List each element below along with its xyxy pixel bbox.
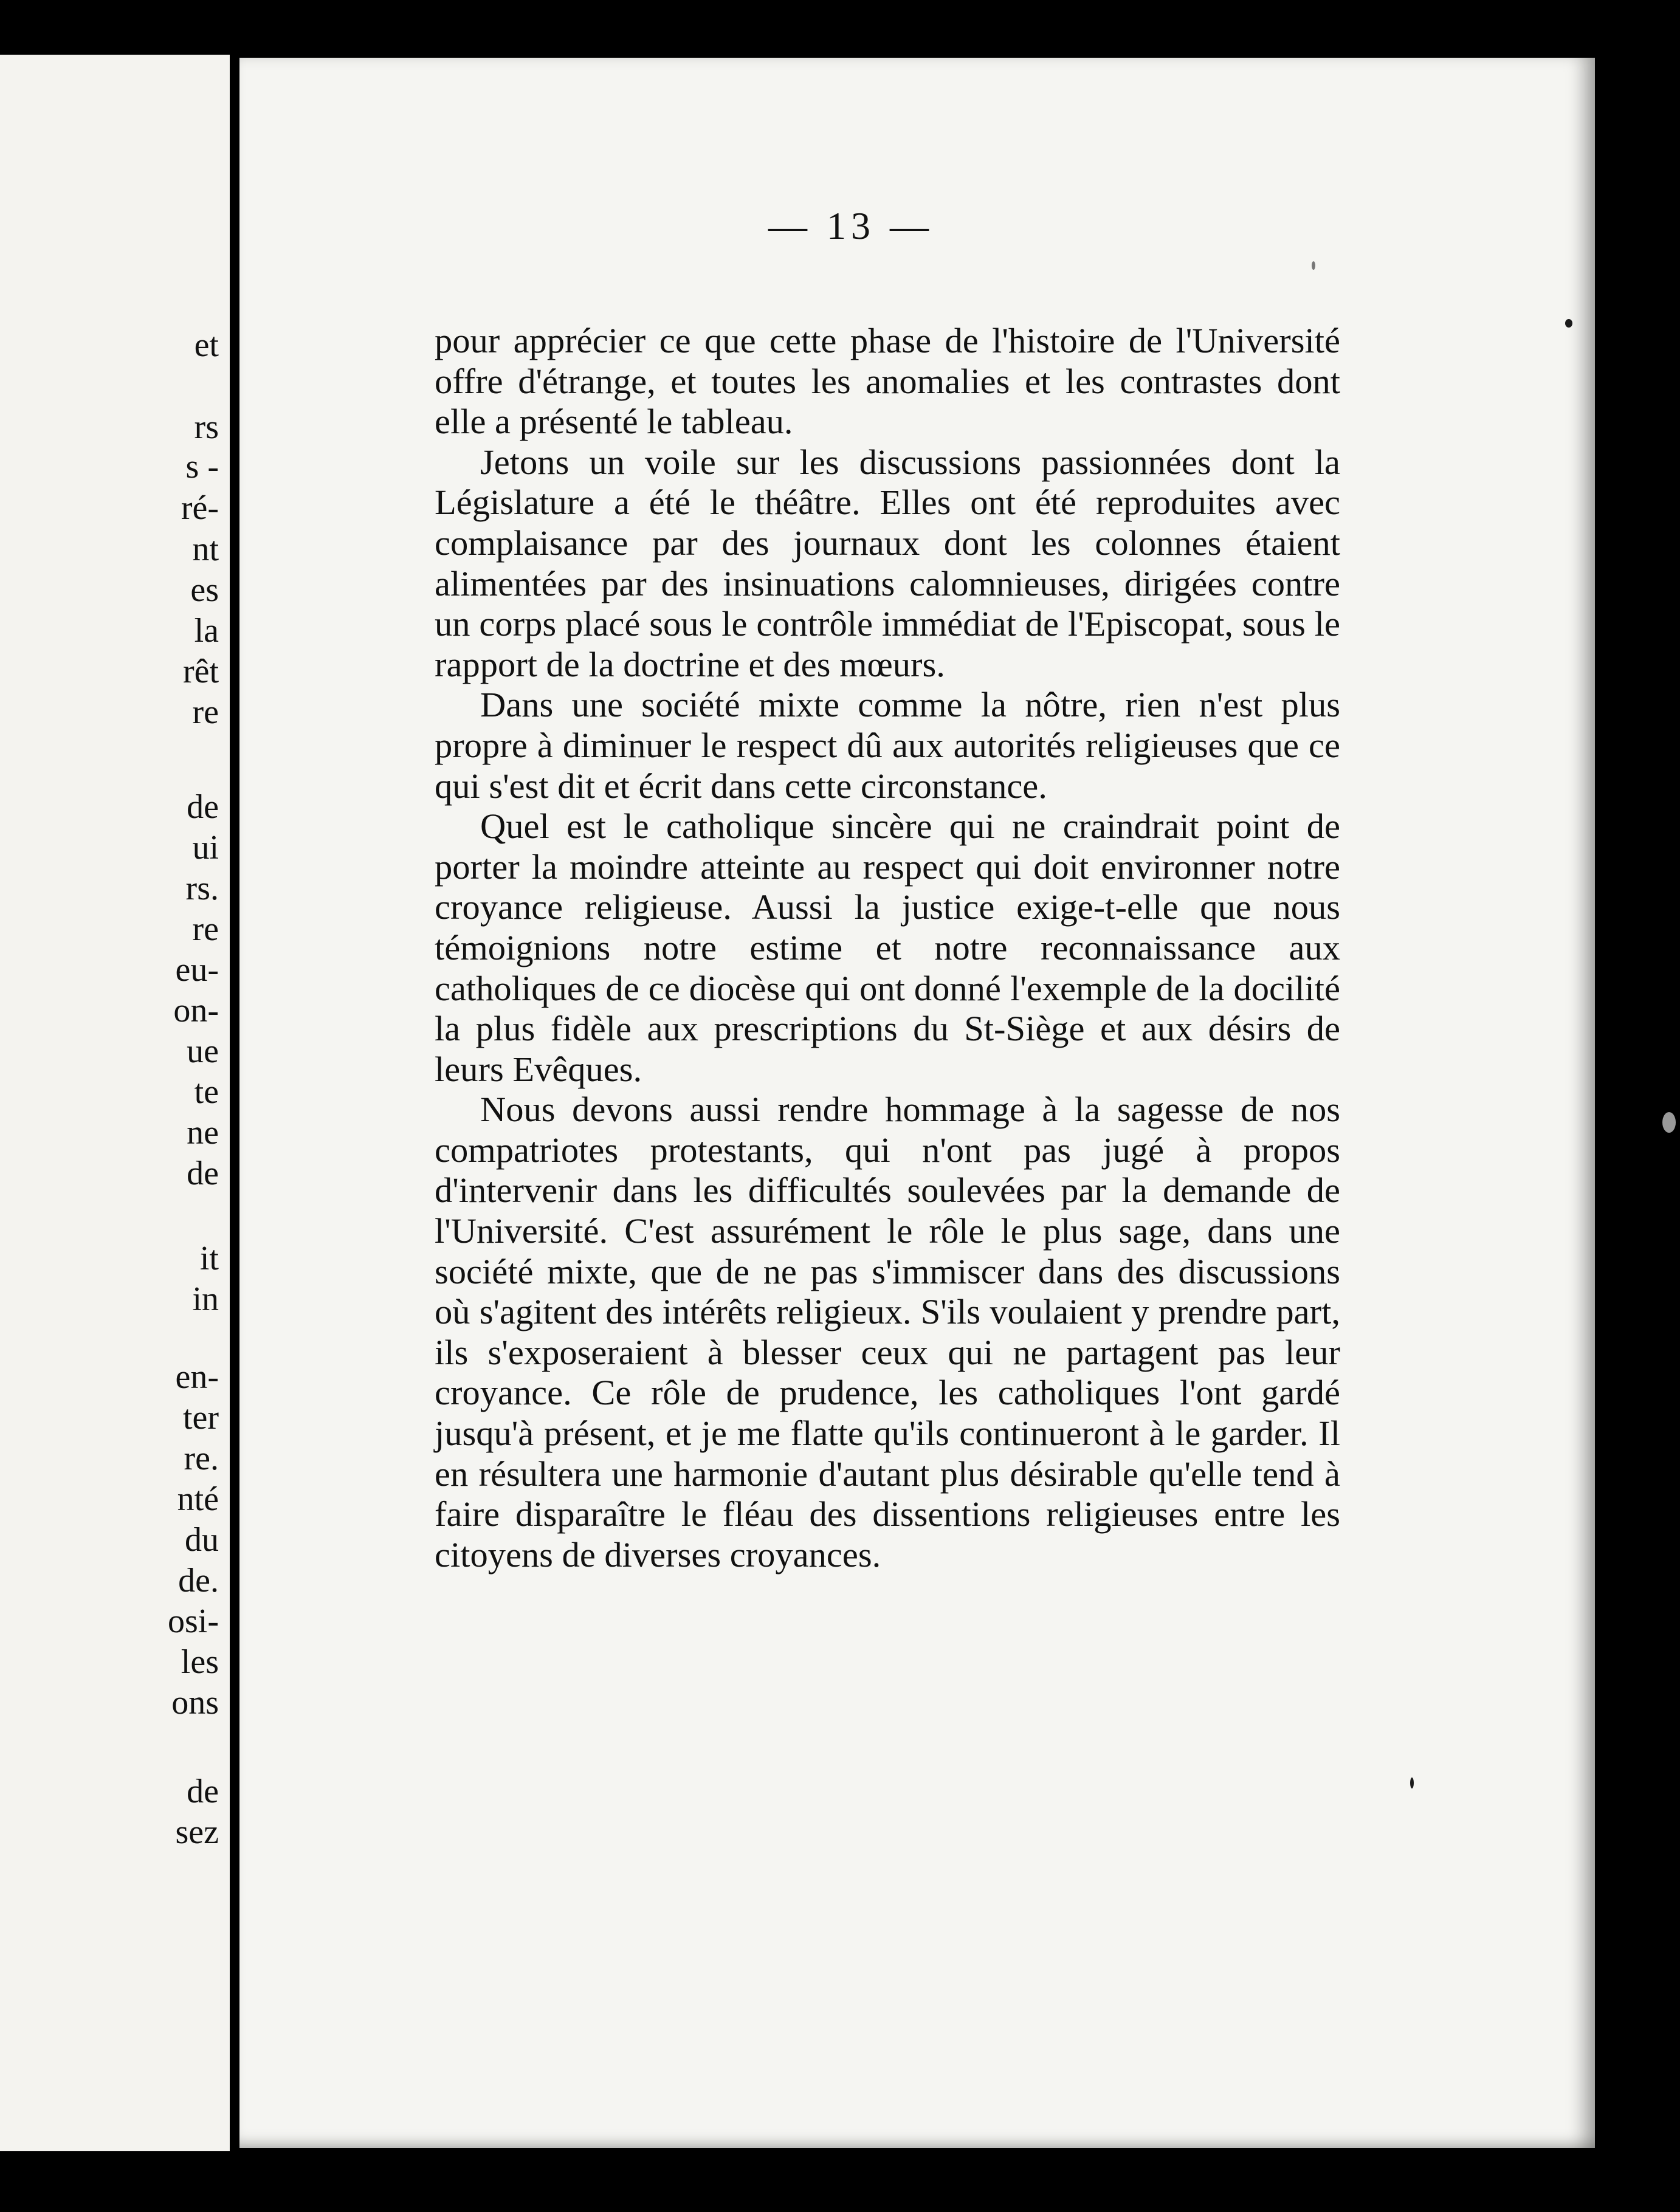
left-fragment: de.: [178, 1562, 219, 1599]
left-fragment: ne: [187, 1114, 219, 1152]
left-fragment: de: [187, 788, 219, 826]
book-gutter: [230, 0, 239, 2212]
left-fragment: ui: [192, 829, 219, 867]
left-fragment: re.: [184, 1440, 219, 1477]
left-fragment: es: [190, 571, 219, 609]
left-fragment: et: [194, 326, 219, 364]
paragraph: Nous devons aussi rendre hommage à la sagesse de nos compatriotes protestants, qui n'ont pas jugé à propos d'intervenir dans les difficultés soulevées par la demande de l'Université. C'est assurément le rôle le plus sage, dans une société mixte, que de ne pas s'immiscer dans des discussions où s'agitent des intérêts religieux. S'ils voulaient y prendre part, ils s'exposeraient à blesser ceux qui ne partagent pas leur croyance. Ce rôle de prudence, les catholiques l'ont gardé jusqu'à présent, et je me flatte qu'ils continueront à le garder. Il en résultera une harmonie d'autant plus désirable qu'elle tend à faire disparaître le fléau des dissentions religieuses entre les citoyens de diverses croyances.: [435, 1090, 1340, 1575]
ink-speck: [1312, 261, 1315, 270]
left-page-text-fragments: [128, 55, 219, 2151]
ink-speck: [1565, 319, 1572, 328]
left-fragment: osi-: [168, 1602, 219, 1640]
paragraph: Quel est le catholique sincère qui ne craindrait point de porter la moindre atteinte au respect qui doit environner notre croyance religieuse. Aussi la justice exige-t-elle que nous témoignions notre estime et notre reconnaissance aux catholiques de ce diocèse qui ont donné l'exemple de la docilité la plus fidèle aux prescriptions du St-Siège et aux désirs de leurs Evêques.: [435, 806, 1340, 1089]
left-fragment: it: [199, 1240, 219, 1277]
left-fragment: de: [187, 1155, 219, 1192]
paragraph-continuation: pour apprécier ce que cette phase de l'histoire de l'Université offre d'étrange, et toutes les anomalies et les contrastes dont elle a présenté le tableau.: [435, 321, 1340, 442]
left-fragment: sez: [175, 1813, 219, 1851]
left-fragment: in: [192, 1280, 219, 1318]
left-fragment: eu-: [175, 951, 219, 989]
left-fragment: nté: [177, 1480, 219, 1518]
left-fragment: ré-: [181, 489, 219, 527]
left-page-fragment: [0, 55, 230, 2151]
left-fragment: la: [194, 612, 219, 650]
left-fragment: de: [187, 1773, 219, 1810]
left-fragment: rs.: [185, 870, 219, 907]
ink-speck: [1410, 1777, 1414, 1788]
paragraph: Dans une société mixte comme la nôtre, rien n'est plus propre à diminuer le respect dû aux autorités religieuses que ce qui s'est dit et écrit dans cette circonstance.: [435, 685, 1340, 806]
left-fragment: en-: [175, 1358, 219, 1396]
left-fragment: s -: [185, 448, 219, 486]
ink-speck: [1662, 1112, 1676, 1133]
left-fragment: les: [181, 1643, 219, 1681]
left-fragment: rs: [194, 408, 219, 446]
left-fragment: ue: [187, 1032, 219, 1070]
left-fragment: ons: [171, 1684, 219, 1722]
left-fragment: rêt: [182, 653, 219, 690]
left-fragment: on-: [173, 992, 219, 1029]
left-fragment: du: [185, 1521, 219, 1559]
body-text: [435, 321, 1340, 1575]
paragraph: Jetons un voile sur les discussions passionnées dont la Législature a été le théâtre. Elles ont été reproduites avec complaisance par des journaux dont les colonnes étaient alimentées par des insinuations calomnieuses, dirigées contre un corps placé sous le contrôle immédiat de l'Episcopat, sous le rapport de la doctrine et des mœurs.: [435, 442, 1340, 684]
page-number: — 13 —: [768, 204, 934, 247]
left-fragment: te: [194, 1073, 219, 1111]
left-fragment: ter: [182, 1399, 219, 1437]
left-fragment: re: [192, 910, 219, 948]
left-fragment: nt: [192, 531, 219, 568]
left-fragment: re: [192, 693, 219, 731]
